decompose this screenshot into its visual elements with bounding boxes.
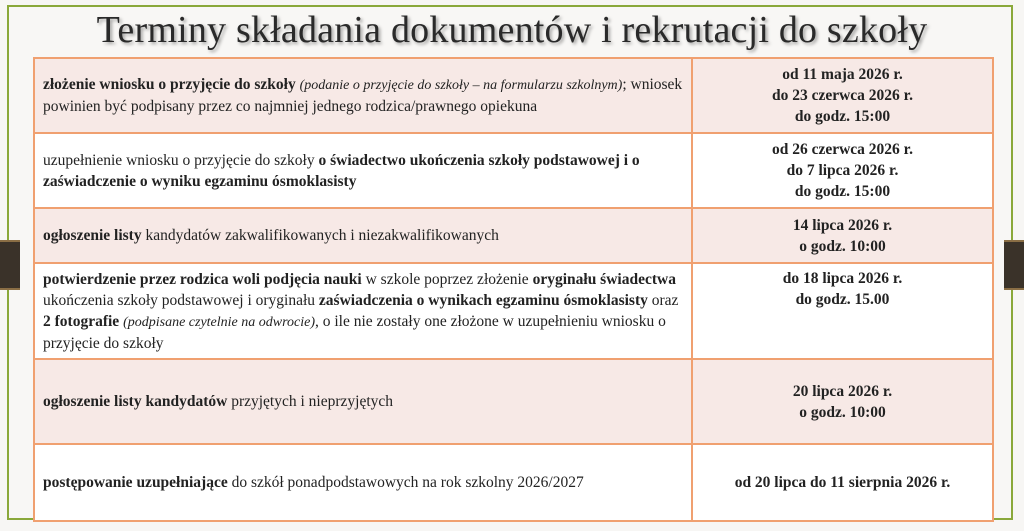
row-date: 20 lipca 2026 r. o godz. 10:00 <box>692 359 993 444</box>
row-date: 14 lipca 2026 r. o godz. 10:00 <box>692 208 993 263</box>
row-description: ogłoszenie listy kandydatów przyjętych i nieprzyjętych <box>34 359 692 444</box>
row-date: od 20 lipca do 11 sierpnia 2026 r. <box>692 444 993 521</box>
table-row <box>34 263 993 359</box>
schedule-table <box>33 57 994 522</box>
table-row <box>34 58 993 133</box>
left-side-tab <box>0 240 20 290</box>
row-description: uzupełnienie wniosku o przyjęcie do szkoły o świadectwo ukończenia szkoły podstawowej i o zaświadczenie o wyniku egzaminu ósmoklasisty <box>34 133 692 208</box>
row-description: postępowanie uzupełniające do szkół ponadpodstawowych na rok szkolny 2026/2027 <box>34 444 692 521</box>
row-date: od 11 maja 2026 r. do 23 czerwca 2026 r. do godz. 15:00 <box>692 58 993 133</box>
row-description: złożenie wniosku o przyjęcie do szkoły (podanie o przyjęcie do szkoły – na formularzu szkolnym); wniosek powinien być podpisany przez co najmniej jednego rodzica/prawnego opiekuna <box>34 58 692 133</box>
table-row <box>34 133 993 208</box>
row-date: do 18 lipca 2026 r. do godz. 15.00 <box>692 263 993 359</box>
row-date: od 26 czerwca 2026 r. do 7 lipca 2026 r. do godz. 15:00 <box>692 133 993 208</box>
row-description: ogłoszenie listy kandydatów zakwalifikowanych i niezakwalifikowanych <box>34 208 692 263</box>
row-description: potwierdzenie przez rodzica woli podjęcia nauki w szkole poprzez złożenie oryginału świadectwa ukończenia szkoły podstawowej i oryginału zaświadczenia o wynikach egzaminu ósmoklasisty oraz 2 fotografie (podpisane czytelnie na odwrocie), o ile nie zostały one złożone w uzupełnieniu wniosku o przyjęcie do szkoły <box>34 263 692 359</box>
table-row <box>34 208 993 263</box>
right-side-tab <box>1004 240 1024 290</box>
table-row <box>34 444 993 521</box>
table-row <box>34 359 993 444</box>
page-title: Terminy składania dokumentów i rekrutacji do szkoły <box>96 9 928 51</box>
